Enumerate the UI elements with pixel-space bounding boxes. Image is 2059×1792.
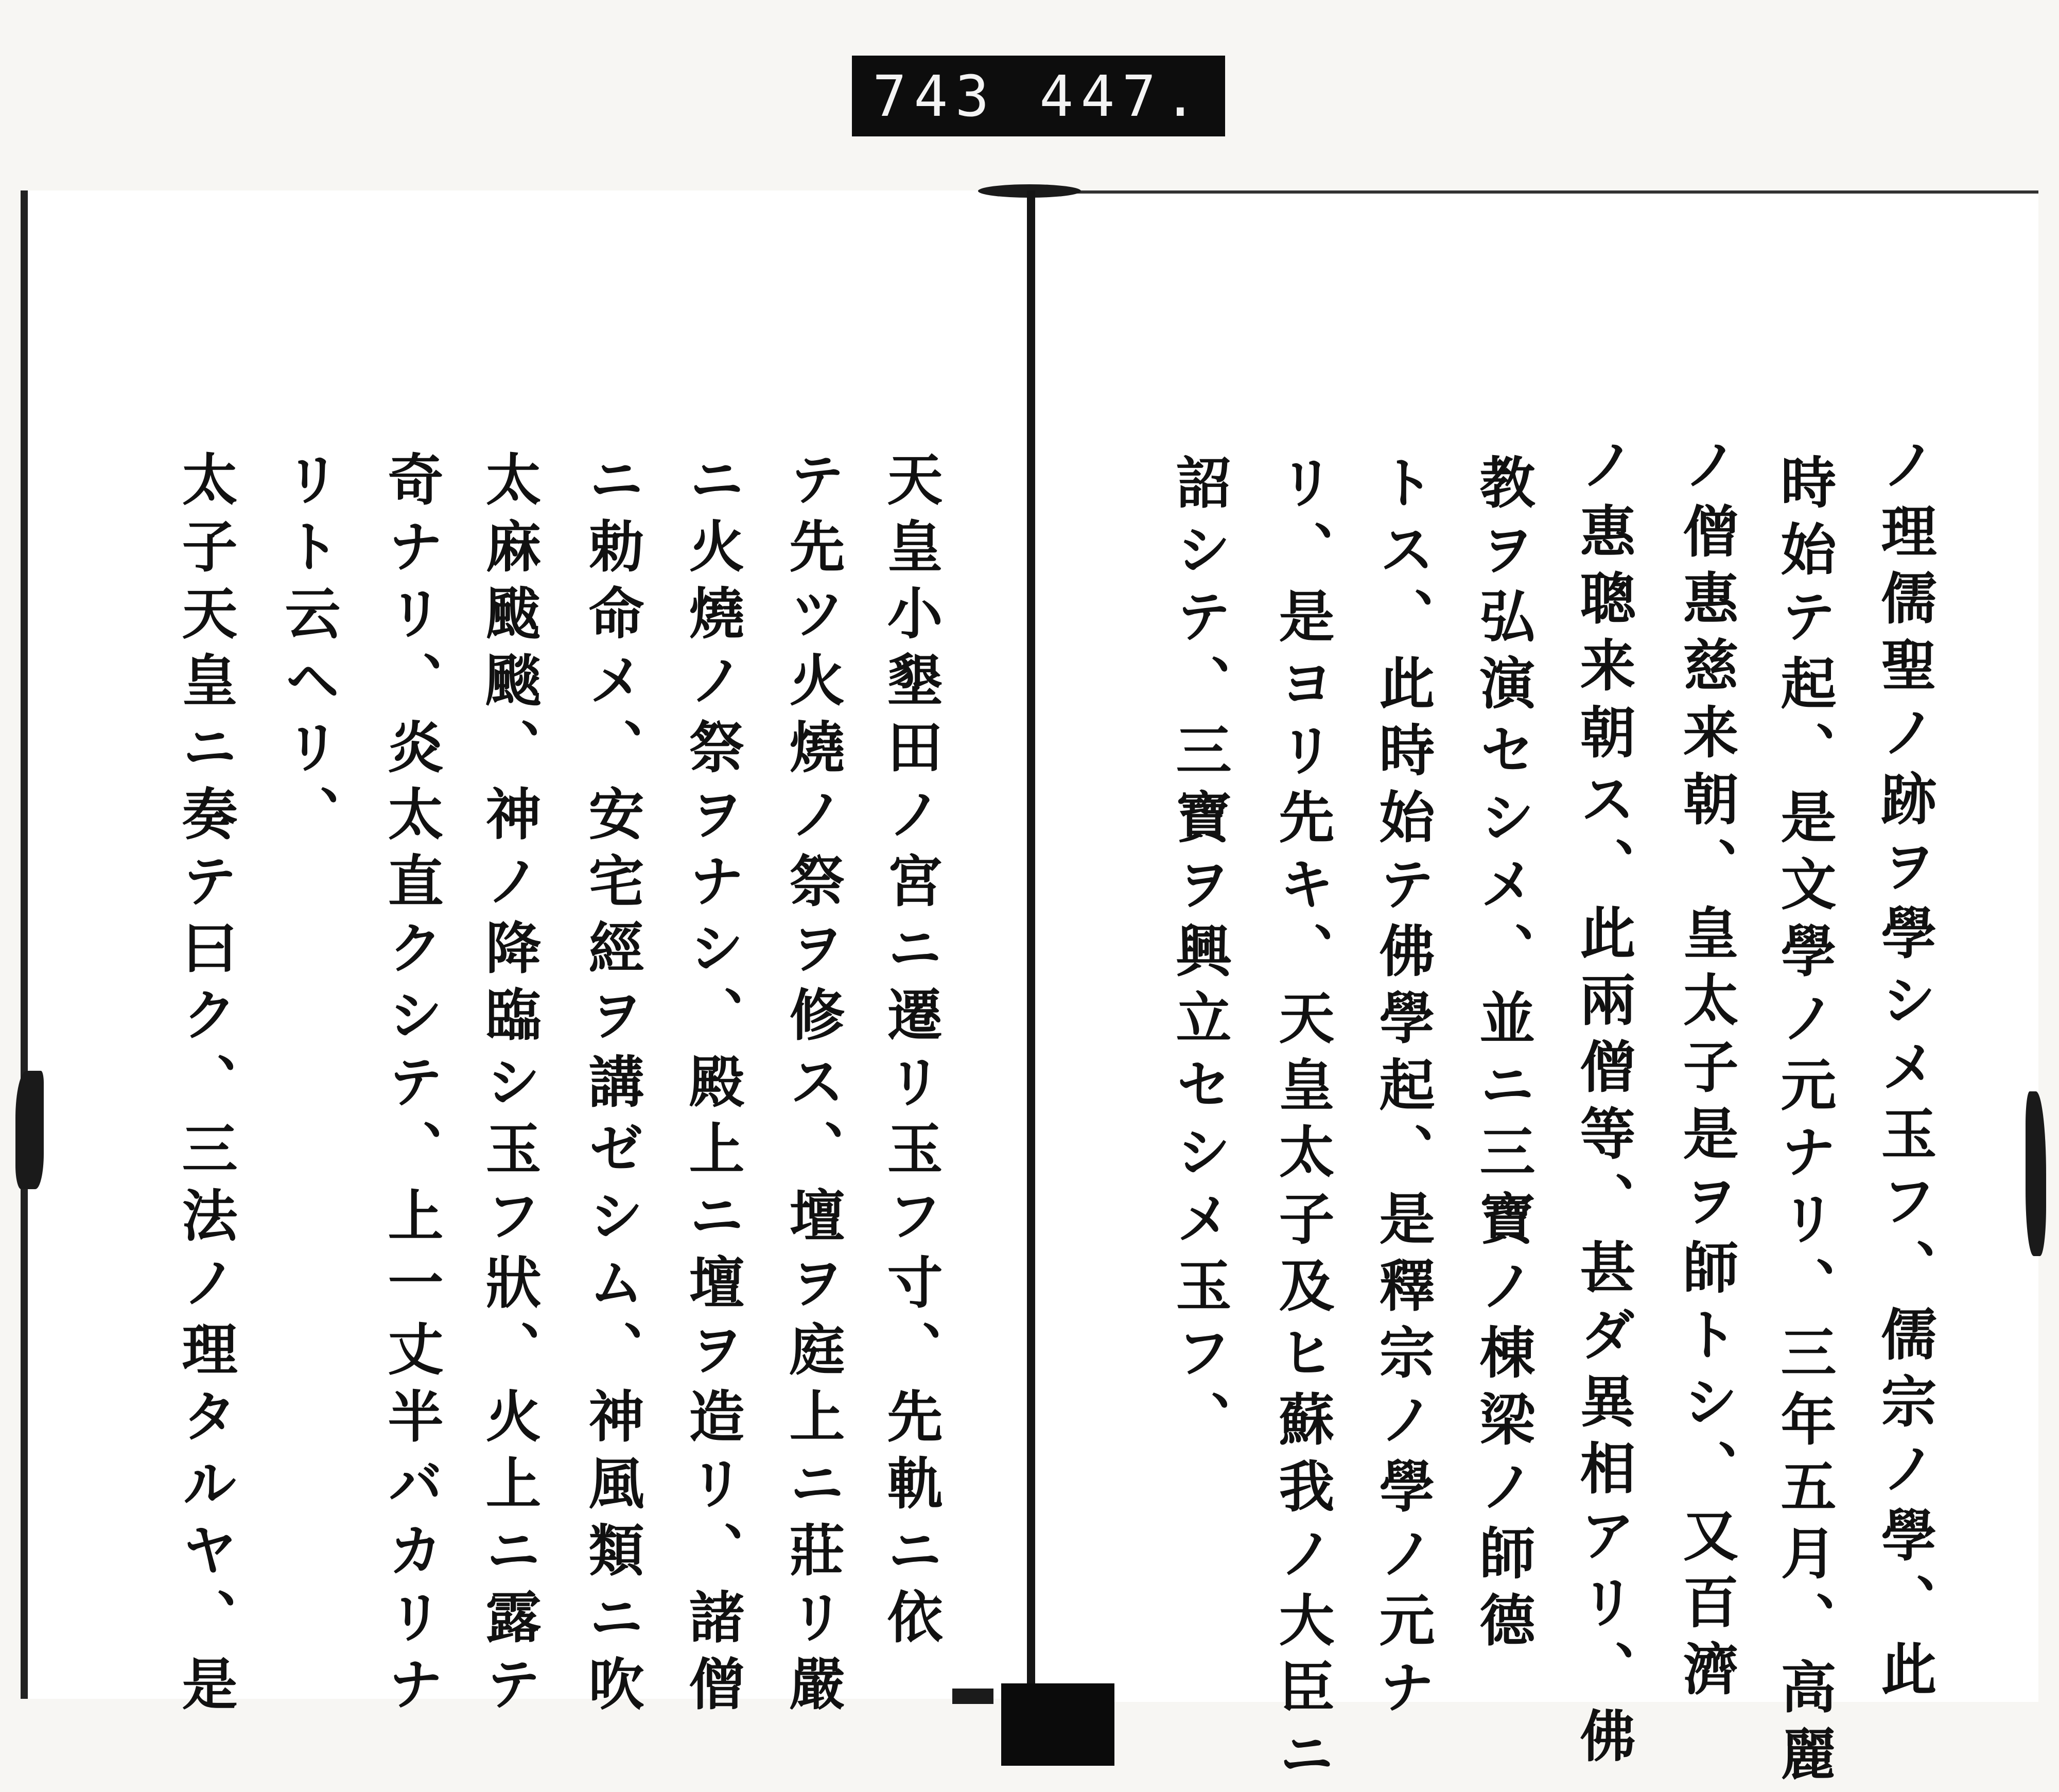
right-page-column-3: ノ僧惠慈来朝、皇太子是ヲ師トシ、又百濟 [1673,436,1738,1707]
left-page-column-7: リト云ヘリ、 [275,450,340,852]
right-page [1035,190,2038,1792]
archive-label-right: 447. [1039,63,1205,129]
archive-label [852,56,1225,136]
right-page-column-5: 教ヲ弘演セシメ、並ニ三寶ノ棟梁ノ師德 [1470,454,1535,1658]
left-page-column-3: ニ火燒ノ祭ヲナシ、殿上ニ壇ヲ造リ、諸僧 [679,450,744,1722]
ink-blot-right [2026,1091,2046,1256]
right-page-column-2: 時始テ起、是文學ノ元ナリ、三年五月、高麗 [1771,454,1836,1792]
archive-label-left: 743 [873,63,997,129]
book-spine-bottom [1001,1683,1114,1766]
right-page-column-8: 詔シテ、三寶ヲ興立セシメ玉フ、 [1166,454,1231,1457]
left-page-column-2: テ先ツ火燒ノ祭ヲ修ス、壇ヲ庭上ニ莊リ嚴 [780,450,845,1722]
left-page-column-4: ニ勅命メ、安宅經ヲ講ゼシム、神風類ニ吹 [579,450,644,1722]
left-page-column-8: 太子天皇ニ奏テ曰ク、三法ノ理タルヤ、是 [172,450,237,1722]
left-page-column-5: 太麻颰颷、神ノ降臨シ玉フ狀、火上ニ露テ [476,450,541,1722]
paper-scrap [952,1689,993,1704]
left-page-column-1: 天皇小墾田ノ宮ニ遷リ玉フ寸、先軌ニ依 [878,450,943,1655]
ink-blot-left [15,1071,44,1189]
right-page-column-7: リ、是ヨリ先キ、天皇太子及ヒ蘇我ノ大臣ニ [1269,454,1334,1792]
right-page-column-4: ノ惠聰来朝ス、此兩僧等、甚ダ異相アリ、佛 [1571,436,1635,1774]
left-page-column-6: 奇ナリ、炎太直クシテ、上一丈半バカリナ [378,450,443,1722]
book-spine [1027,190,1035,1694]
right-page-column-1: ノ理儒聖ノ跡ヲ學シメ玉フ、儒宗ノ學、此 [1872,436,1936,1707]
right-page-column-6: トス、此時始テ佛學起、是釋宗ノ學ノ元ナ [1370,454,1435,1725]
left-page [21,190,1037,1722]
